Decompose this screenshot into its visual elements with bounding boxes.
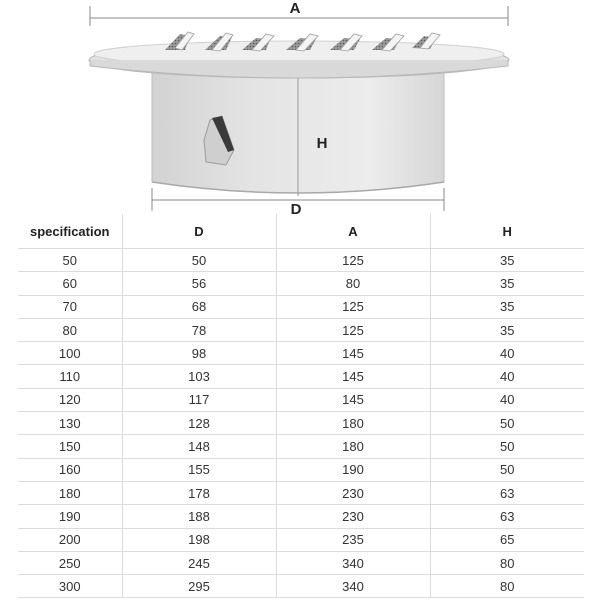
spec-table bbox=[18, 214, 584, 598]
dimension-d-label: D bbox=[290, 201, 302, 215]
cell-h: 50 bbox=[430, 458, 584, 481]
table-row bbox=[18, 272, 584, 295]
cell-d: 50 bbox=[122, 249, 276, 272]
cell-a: 190 bbox=[276, 458, 430, 481]
table-body bbox=[18, 249, 584, 598]
cell-d: 117 bbox=[122, 388, 276, 411]
table-row bbox=[18, 458, 584, 481]
cell-a: 145 bbox=[276, 365, 430, 388]
cell-h: 35 bbox=[430, 272, 584, 295]
cell-specification: 120 bbox=[18, 388, 122, 411]
table-row bbox=[18, 295, 584, 318]
vent-diagram bbox=[0, 0, 600, 215]
cell-a: 180 bbox=[276, 412, 430, 435]
cell-specification: 60 bbox=[18, 272, 122, 295]
cell-a: 125 bbox=[276, 249, 430, 272]
cell-a: 230 bbox=[276, 505, 430, 528]
cell-h: 40 bbox=[430, 388, 584, 411]
cell-h: 40 bbox=[430, 342, 584, 365]
cell-d: 98 bbox=[122, 342, 276, 365]
cell-a: 235 bbox=[276, 528, 430, 551]
cell-h: 35 bbox=[430, 249, 584, 272]
cell-specification: 80 bbox=[18, 318, 122, 341]
table-row bbox=[18, 412, 584, 435]
cell-d: 155 bbox=[122, 458, 276, 481]
cell-a: 180 bbox=[276, 435, 430, 458]
cell-a: 340 bbox=[276, 551, 430, 574]
cell-d: 128 bbox=[122, 412, 276, 435]
cell-specification: 100 bbox=[18, 342, 122, 365]
cell-a: 230 bbox=[276, 481, 430, 504]
cell-a: 340 bbox=[276, 575, 430, 598]
table-row bbox=[18, 528, 584, 551]
cell-specification: 160 bbox=[18, 458, 122, 481]
cell-specification: 300 bbox=[18, 575, 122, 598]
cell-h: 80 bbox=[430, 575, 584, 598]
table-row bbox=[18, 575, 584, 598]
table-row bbox=[18, 249, 584, 272]
header-d: D bbox=[122, 214, 276, 249]
cell-specification: 190 bbox=[18, 505, 122, 528]
cell-specification: 150 bbox=[18, 435, 122, 458]
dimension-a bbox=[90, 0, 508, 26]
table-row bbox=[18, 318, 584, 341]
cell-h: 35 bbox=[430, 295, 584, 318]
cell-specification: 250 bbox=[18, 551, 122, 574]
table-row bbox=[18, 388, 584, 411]
table-row bbox=[18, 505, 584, 528]
cell-d: 188 bbox=[122, 505, 276, 528]
cell-d: 56 bbox=[122, 272, 276, 295]
vent-flange bbox=[89, 32, 509, 78]
cell-h: 63 bbox=[430, 505, 584, 528]
vent-drawing bbox=[0, 0, 600, 215]
cell-a: 80 bbox=[276, 272, 430, 295]
cell-h: 63 bbox=[430, 481, 584, 504]
cell-a: 145 bbox=[276, 388, 430, 411]
cell-d: 78 bbox=[122, 318, 276, 341]
table-row bbox=[18, 435, 584, 458]
cell-h: 50 bbox=[430, 435, 584, 458]
header-h: H bbox=[430, 214, 584, 249]
table-row bbox=[18, 342, 584, 365]
cell-a: 125 bbox=[276, 295, 430, 318]
table-row bbox=[18, 551, 584, 574]
header-specification: specification bbox=[18, 214, 122, 249]
cell-d: 245 bbox=[122, 551, 276, 574]
cell-specification: 50 bbox=[18, 249, 122, 272]
cell-specification: 180 bbox=[18, 481, 122, 504]
dimension-h-label: H bbox=[316, 135, 328, 152]
dimension-a-label: A bbox=[289, 0, 301, 17]
cell-h: 65 bbox=[430, 528, 584, 551]
table-row bbox=[18, 365, 584, 388]
cell-a: 145 bbox=[276, 342, 430, 365]
cell-specification: 130 bbox=[18, 412, 122, 435]
cell-h: 50 bbox=[430, 412, 584, 435]
cell-specification: 110 bbox=[18, 365, 122, 388]
cell-d: 103 bbox=[122, 365, 276, 388]
cell-d: 68 bbox=[122, 295, 276, 318]
cell-d: 295 bbox=[122, 575, 276, 598]
cell-h: 40 bbox=[430, 365, 584, 388]
table-row bbox=[18, 481, 584, 504]
table-header-row bbox=[18, 214, 584, 249]
cell-d: 148 bbox=[122, 435, 276, 458]
cell-h: 80 bbox=[430, 551, 584, 574]
cell-specification: 200 bbox=[18, 528, 122, 551]
cell-d: 198 bbox=[122, 528, 276, 551]
cell-specification: 70 bbox=[18, 295, 122, 318]
cell-d: 178 bbox=[122, 481, 276, 504]
cell-h: 35 bbox=[430, 318, 584, 341]
header-a: A bbox=[276, 214, 430, 249]
cell-a: 125 bbox=[276, 318, 430, 341]
